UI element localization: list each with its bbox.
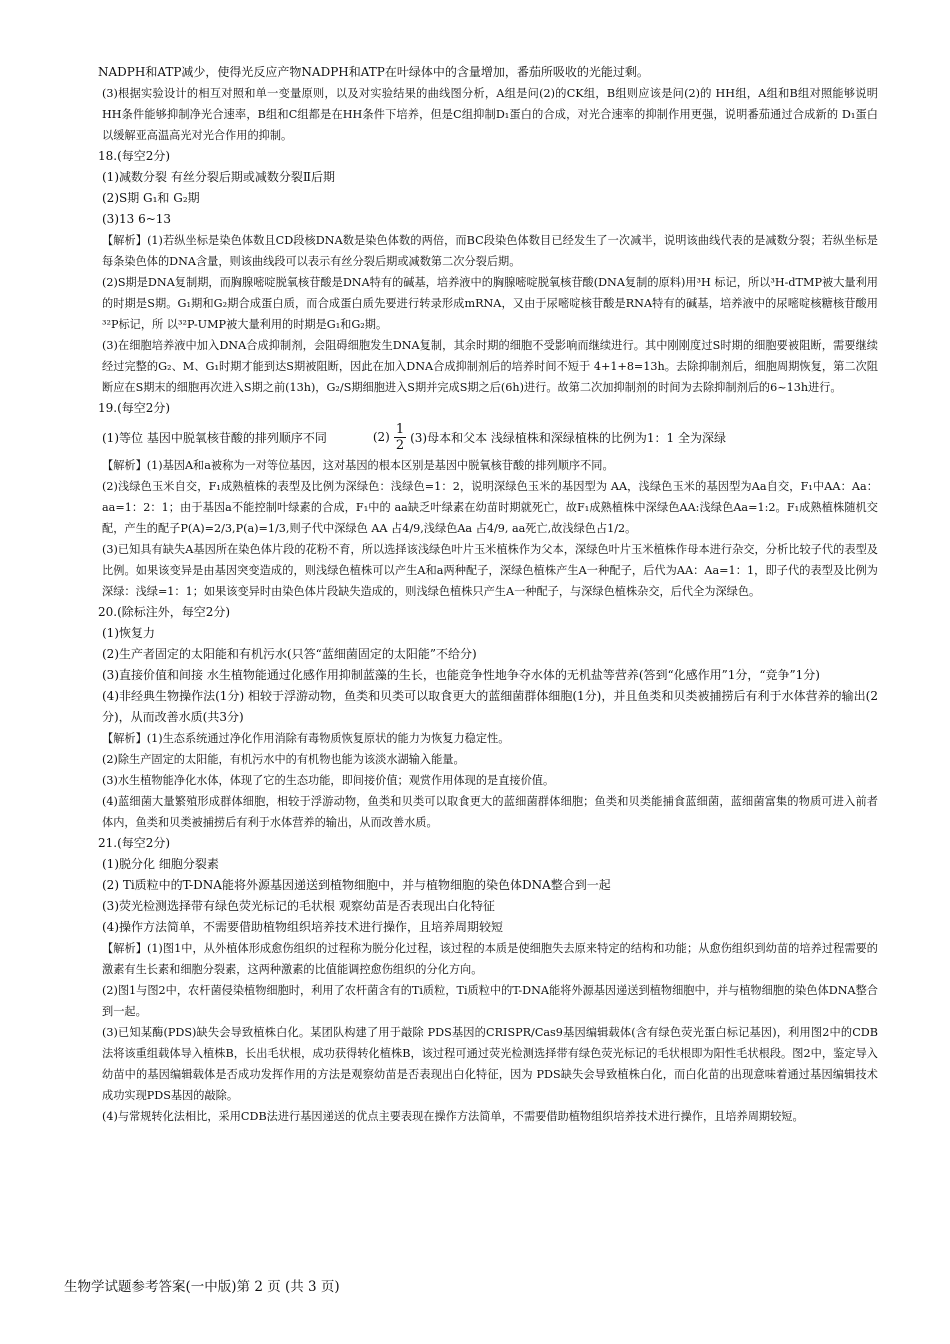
answer-line: (3)荧光检测选择带有绿色荧光标记的毛状根 观察幼苗是否表现出白化特征 xyxy=(102,899,495,913)
fraction-numerator: 1 xyxy=(395,421,405,437)
answer-line: (1)减数分裂 有丝分裂后期或减数分裂Ⅱ后期 xyxy=(102,170,335,184)
explanation-paragraph: (2)S期是DNA复制期，而胸腺嘧啶脱氧核苷酸是DNA特有的碱基，培养液中的胸腺嘧啶脱氧核苷酸(DNA复制的原料)用³H 标记，所以³H-dTMP被大量利用的时期是S期。G₁期和G₂期合成蛋白质，而合成蛋白质先要进行转录形成mRNA，又由于尿嘧啶核苷酸是RNA特有的碱基，培养液中的尿嘧啶核糖核苷酸用³²P标记，所 以³²P-UMP被大量利用的时期是G₁和G₂期。 xyxy=(102,276,878,331)
answer-line: (1)等位 基因中脱氧核苷酸的排列顺序不同 xyxy=(102,430,327,445)
answer-line: (4)非经典生物操作法(1分) 相较于浮游动物，鱼类和贝类可以取食更大的蓝细菌群体细胞(1分)，并且鱼类和贝类被捕捞后有利于水体营养的输出(2分)，从而改善水质(共3分) xyxy=(102,689,878,724)
explanation-paragraph: 【解析】(1)生态系统通过净化作用消除有毒物质恢复原状的能力为恢复力稳定性。 xyxy=(102,732,510,745)
text-line: NADPH和ATP减少，使得光反应产物NADPH和ATP在叶绿体中的含量增加，番茄所吸收的光能过剩。 xyxy=(98,65,649,79)
explanation-paragraph: (3)水生植物能净化水体，体现了它的生态功能，即间接价值；观赏作用体现的是直接价值。 xyxy=(102,774,555,787)
explanation-paragraph: (3)在细胞培养液中加入DNA合成抑制剂，会阻碍细胞发生DNA复制，其余时期的细胞不受影响而继续进行。其中刚刚度过S时期的细胞要被阻断，需要继续经过完整的G₂、M、G₁时期才能到达S期被阻断，因此在加入DNA合成抑制剂后的培养时间不短于 4+1+8=13h。去除抑制剂后，细胞周期恢复，第二次阻断应在S期末的细胞再次进入S期之前(13h)，G₂/S期细胞进入S期并完成S期之后(6h)进行。故第二次加抑制剂的时间为去除抑制剂后的6~13h进行。 xyxy=(102,339,878,394)
question-heading: 19.(每空2分) xyxy=(98,401,171,415)
explanation-paragraph: (2)除生产固定的太阳能，有机污水中的有机物也能为该淡水湖输入能量。 xyxy=(102,753,465,766)
explanation-paragraph: 【解析】(1)若纵坐标是染色体数且CD段核DNA数是染色体数的两倍，而BC段染色体数目已经发生了一次减半，说明该曲线代表的是减数分裂；若纵坐标是每条染色体的DNA含量，则该曲线段可以表示有丝分裂后期或减数第二次分裂后期。 xyxy=(102,234,878,268)
explanation-paragraph: (3)已知某酶(PDS)缺失会导致植株白化。某团队构建了用于敲除 PDS基因的CRISPR/Cas9基因编辑载体(含有绿色荧光蛋白标记基因)，利用图2中的CDB法将该重组载体导入植株B，长出毛状根，成功获得转化植株B，该过程可通过荧光检测选择带有绿色荧光标记的毛状根即为阳性毛状根段。图2中，鉴定导入幼苗中的基因编辑载体是否成功发挥作用的方法是观察幼苗是否表现出白化特征，因为 PDS缺失会导致植株白化，而白化苗的出现意味着通过基因编辑技术成功实现PDS基因的敲除。 xyxy=(102,1026,878,1102)
explanation-paragraph: (2)图1与图2中，农杆菌侵染植物细胞时，利用了农杆菌含有的Ti质粒，Ti质粒中的T-DNA能将外源基因递送到植物细胞中，并与植物细胞的染色体DNA整合到一起。 xyxy=(102,984,878,1018)
explanation-paragraph: (3)已知具有缺失A基因所在染色体片段的花粉不育，所以选择该浅绿色叶片玉米植株作为父本，深绿色叶片玉米植株作母本进行杂交，分析比较子代的表型及比例。如果该变异是由基因突变造成的，则浅绿色植株可以产生A和a两种配子，深绿色植株产生A一种配子，后代为AA：Aa=1：1，即子代的表型及比例为深绿：浅绿=1：1；如果该变异时由染色体片段缺失造成的，则浅绿色植株只产生A一种配子，与深绿色植株杂交，后代全为深绿色。 xyxy=(102,543,878,598)
explanation-paragraph: (2)浅绿色玉米自交，F₁成熟植株的表型及比例为深绿色：浅绿色=1：2，说明深绿色玉米的基因型为 AA，浅绿色玉米的基因型为Aa自交，F₁中AA：Aa：aa=1：2：1；由于基因a不能控制叶绿素的合成，F₁中的 aa缺乏叶绿素在幼苗时期就死亡，故F₁成熟植株中深绿色AA:浅绿色Aa=1:2。F₁成熟植株随机交配，产生的配子P(A)=2/3,P(a)=1/3,则子代中深绿色 AA 占4/9,浅绿色Aa 占4/9, aa死亡,故浅绿色占1/2。 xyxy=(102,480,878,535)
page-footer: 生物学试题参考答案(一中版)第 2 页 (共 3 页) xyxy=(64,1279,340,1295)
answer-line: (2) xyxy=(372,430,390,444)
answer-line: (4)操作方法简单，不需要借助植物组织培养技术进行操作，且培养周期较短 xyxy=(102,920,504,934)
answer-line: (3)13 6~13 xyxy=(102,212,172,226)
question-heading: 20.(除标注外，每空2分) xyxy=(98,605,231,619)
fraction xyxy=(394,422,406,453)
explanation-paragraph: (4)与常规转化法相比，采用CDB法进行基因递送的优点主要表现在操作方法简单，不需要借助植物组织培养技术进行操作，且培养周期较短。 xyxy=(102,1110,804,1123)
answer-line: (1)脱分化 细胞分裂素 xyxy=(102,857,219,871)
answer-line: (3)母本和父本 浅绿植株和深绿植株的比例为1：1 全为深绿 xyxy=(410,430,727,445)
answer-line: (2) Ti质粒中的T-DNA能将外源基因递送到植物细胞中，并与植物细胞的染色体DNA整合到一起 xyxy=(102,878,611,892)
explanation-paragraph: (3)根据实验设计的相互对照和单一变量原则，以及对实验结果的曲线图分析，A组是问(2)的CK组，B组则应该是问(2)的 HH组，A组和B组对照能够说明HH条件能够抑制净光合速率，B组和C组都是在HH条件下培养，但是C组抑制D₁蛋白的合成，对光合速率的抑制作用更强，说明番茄通过合成新的 D₁蛋白以缓解亚高温高光对光合作用的抑制。 xyxy=(102,87,878,142)
answer-row-19 xyxy=(98,419,878,455)
answer-line: (1)恢复力 xyxy=(102,626,155,640)
explanation-paragraph: (4)蓝细菌大量繁殖形成群体细胞，相较于浮游动物，鱼类和贝类可以取食更大的蓝细菌群体细胞；鱼类和贝类能捕食蓝细菌，蓝细菌富集的物质可进入前者体内，鱼类和贝类被捕捞后有利于水体营养的输出，从而改善水质。 xyxy=(102,795,878,829)
answer-page xyxy=(98,62,878,1127)
explanation-paragraph: 【解析】(1)基因A和a被称为一对等位基因，这对基因的根本区别是基因中脱氧核苷酸的排列顺序不同。 xyxy=(102,459,614,472)
fraction-denominator: 2 xyxy=(395,437,405,453)
question-heading: 18.(每空2分) xyxy=(98,149,171,163)
explanation-paragraph: 【解析】(1)图1中，从外植体形成愈伤组织的过程称为脱分化过程，该过程的本质是使细胞失去原来特定的结构和功能；从愈伤组织到幼苗的培养过程需要的激素有生长素和细胞分裂素，这两种激素的比值能调控愈伤组织的分化方向。 xyxy=(102,942,878,976)
answer-line: (2)S期 G₁和 G₂期 xyxy=(102,191,200,205)
answer-line: (2)生产者固定的太阳能和有机污水(只答“蓝细菌固定的太阳能”不给分) xyxy=(102,647,477,661)
answer-line: (3)直接价值和间接 水生植物能通过化感作用抑制蓝藻的生长，也能竞争性地争夺水体的无机盐等营养(答到“化感作用”1分，“竞争”1分) xyxy=(102,668,820,682)
question-heading: 21.(每空2分) xyxy=(98,836,171,850)
